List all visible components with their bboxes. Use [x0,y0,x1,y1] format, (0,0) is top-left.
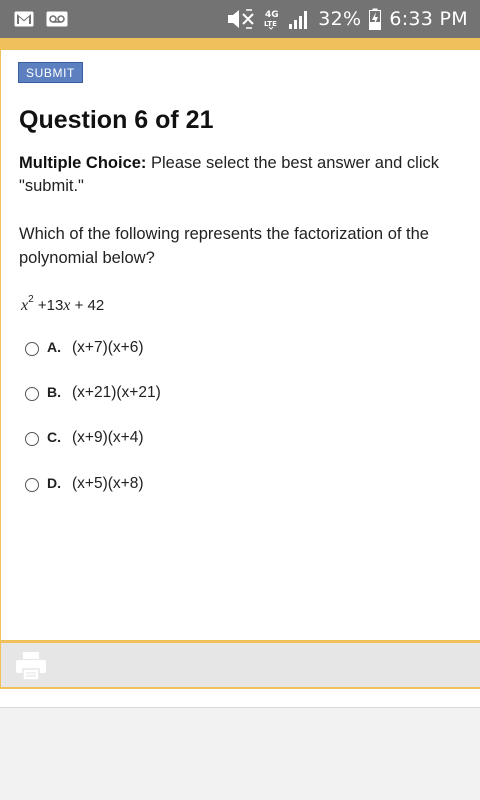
radio-a[interactable] [25,342,39,356]
instructions-label: Multiple Choice: [19,154,147,172]
question-title: Question 6 of 21 [19,106,214,134]
instructions-text: Please select the best answer and click "submit." [19,154,439,195]
poly-var: x [21,297,29,314]
radio-d[interactable] [25,478,39,492]
option-letter: B. [47,384,61,400]
poly-const: + 42 [70,297,105,314]
page-background [0,707,480,800]
battery-charging-icon [369,8,381,30]
voicemail-icon [46,11,68,27]
poly-exp: 2 [28,294,34,305]
polynomial [21,296,104,315]
svg-text:LTE: LTE [264,20,278,28]
option-letter: C. [47,429,61,445]
option-text: (x+21)(x+21) [72,384,161,401]
option-text: (x+7)(x+6) [72,339,144,356]
option-a[interactable] [25,338,445,360]
print-icon[interactable] [14,651,48,686]
gmail-icon [14,11,34,27]
bottom-toolbar [0,643,480,689]
clock: 6:33 PM [389,8,468,30]
instructions [19,152,469,198]
question-text: Which of the following represents the factorization of the polynomial below? [19,225,429,267]
option-text: (x+9)(x+4) [72,429,144,446]
radio-b[interactable] [25,387,39,401]
option-c[interactable] [25,428,445,450]
radio-c[interactable] [25,432,39,446]
option-letter: D. [47,475,61,491]
quiz-panel [0,50,480,642]
option-d[interactable] [25,474,445,496]
status-bar [0,0,480,38]
svg-text:4G: 4G [265,10,279,20]
submit-button[interactable]: SUBMIT [18,62,83,83]
option-text: (x+5)(x+8) [72,475,144,492]
option-letter: A. [47,339,61,355]
4g-lte-icon [264,8,280,30]
signal-icon [288,9,310,29]
battery-percent: 32% [318,8,362,30]
option-b[interactable] [25,383,445,405]
mute-icon [226,8,256,30]
poly-var-2: x [63,297,71,314]
top-accent-rule [0,38,480,50]
poly-coef: +13 [33,297,64,314]
